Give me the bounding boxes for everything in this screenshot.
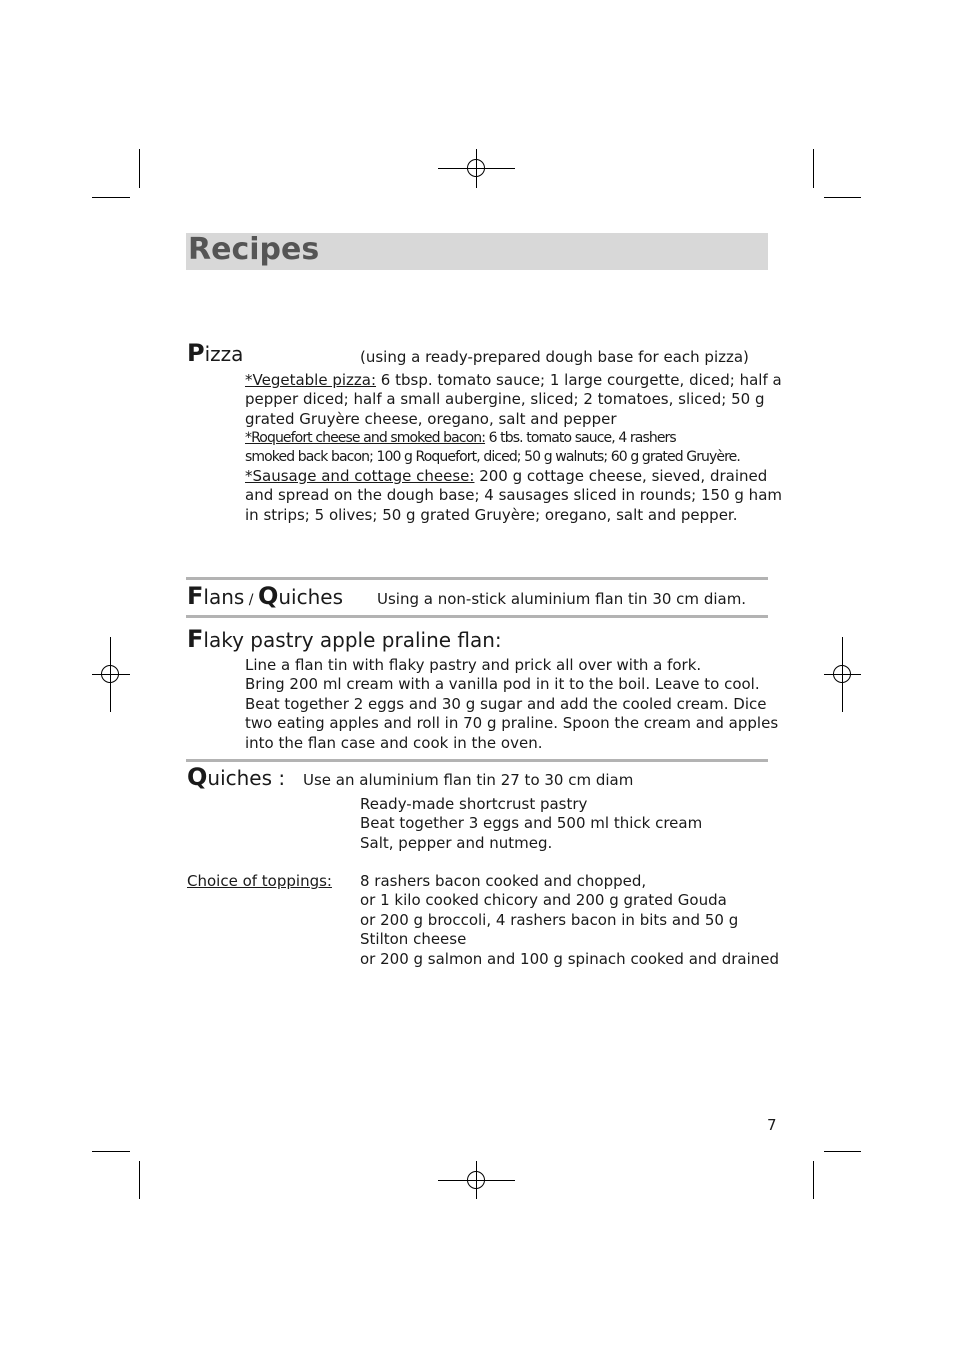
- toppings-list: 8 rashers bacon cooked and chopped, or 1 kilo cooked chicory and 200 g grated Gouda or 200 g broccoli, 4 rashers bacon in bits and 50 g Stilton cheese or 200 g salmon and 100 g spinach cooked and drained: [360, 872, 780, 968]
- crop-mark-bottom-left-v: [139, 1161, 140, 1199]
- crop-mark-bottom-right-h: [824, 1151, 861, 1152]
- flaky-flan-heading: Flaky pastry apple praline flan:: [187, 625, 502, 653]
- section-rule: [186, 577, 768, 580]
- page-number: 7: [767, 1116, 777, 1134]
- vegetable-pizza-recipe: *Vegetable pizza: 6 tbsp. tomato sauce; 1 large courgette, diced; half a pepper diced; half a small aubergine, sliced; 2 tomatoes, sliced; 50 g grated Gruyère cheese, oregano, salt and pepper: [245, 371, 782, 428]
- sausage-pizza-label: *Sausage and cottage cheese:: [245, 467, 475, 485]
- flaky-flan-method: Line a flan tin with flaky pastry and prick all over with a fork. Bring 200 ml cream with a vanilla pod in it to the boil. Leave to cool. Beat together 2 eggs and 30 g sugar and add the cooled cream. Dice two eating apples and roll in 70 g praline. Spoon the cream and apples into the flan case and cook in the oven.: [245, 656, 779, 752]
- toppings-label: Choice of toppings:: [187, 872, 332, 890]
- flans-quiches-heading: Flans / Quiches: [187, 582, 343, 610]
- sausage-pizza-recipe: *Sausage and cottage cheese: 200 g cottage cheese, sieved, drained and spread on the dough base; 4 sausages sliced in rounds; 150 g ham in strips; 5 olives; 50 g grated Gruyère; oregano, salt and pepper.: [245, 467, 782, 524]
- section-rule: [186, 615, 768, 618]
- flans-note: Using a non-stick aluminium flan tin 30 cm diam.: [377, 590, 747, 608]
- roquefort-pizza-label: *Roquefort cheese and smoked bacon:: [245, 430, 486, 446]
- quiches-heading: Quiches :: [187, 763, 286, 791]
- pizza-note: (using a ready-prepared dough base for each pizza): [360, 348, 749, 366]
- quiches-note: Use an aluminium flan tin 27 to 30 cm diam: [303, 771, 634, 789]
- pizza-heading: Pizza: [187, 339, 244, 367]
- crop-mark-bottom-left-h: [92, 1151, 130, 1152]
- crop-mark-bottom-right-v: [813, 1161, 814, 1199]
- crop-mark-top-right-v: [813, 149, 814, 188]
- roquefort-pizza-recipe: *Roquefort cheese and smoked bacon: 6 tbs. tomato sauce, 4 rashers smoked back bacon; 100 g Roquefort, diced; 50 g walnuts; 60 g grated Gruyère.: [245, 430, 740, 465]
- section-rule: [186, 759, 768, 762]
- quiches-base: Ready-made shortcrust pastry Beat together 3 eggs and 500 ml thick cream Salt, pepper and nutmeg.: [360, 795, 703, 852]
- vegetable-pizza-label: *Vegetable pizza:: [245, 371, 377, 389]
- crop-mark-top-left-h: [92, 197, 130, 198]
- crop-mark-top-left-v: [139, 149, 140, 188]
- crop-mark-top-right-h: [824, 197, 861, 198]
- page-title-bar: [186, 233, 768, 270]
- page-title: Recipes: [188, 232, 320, 267]
